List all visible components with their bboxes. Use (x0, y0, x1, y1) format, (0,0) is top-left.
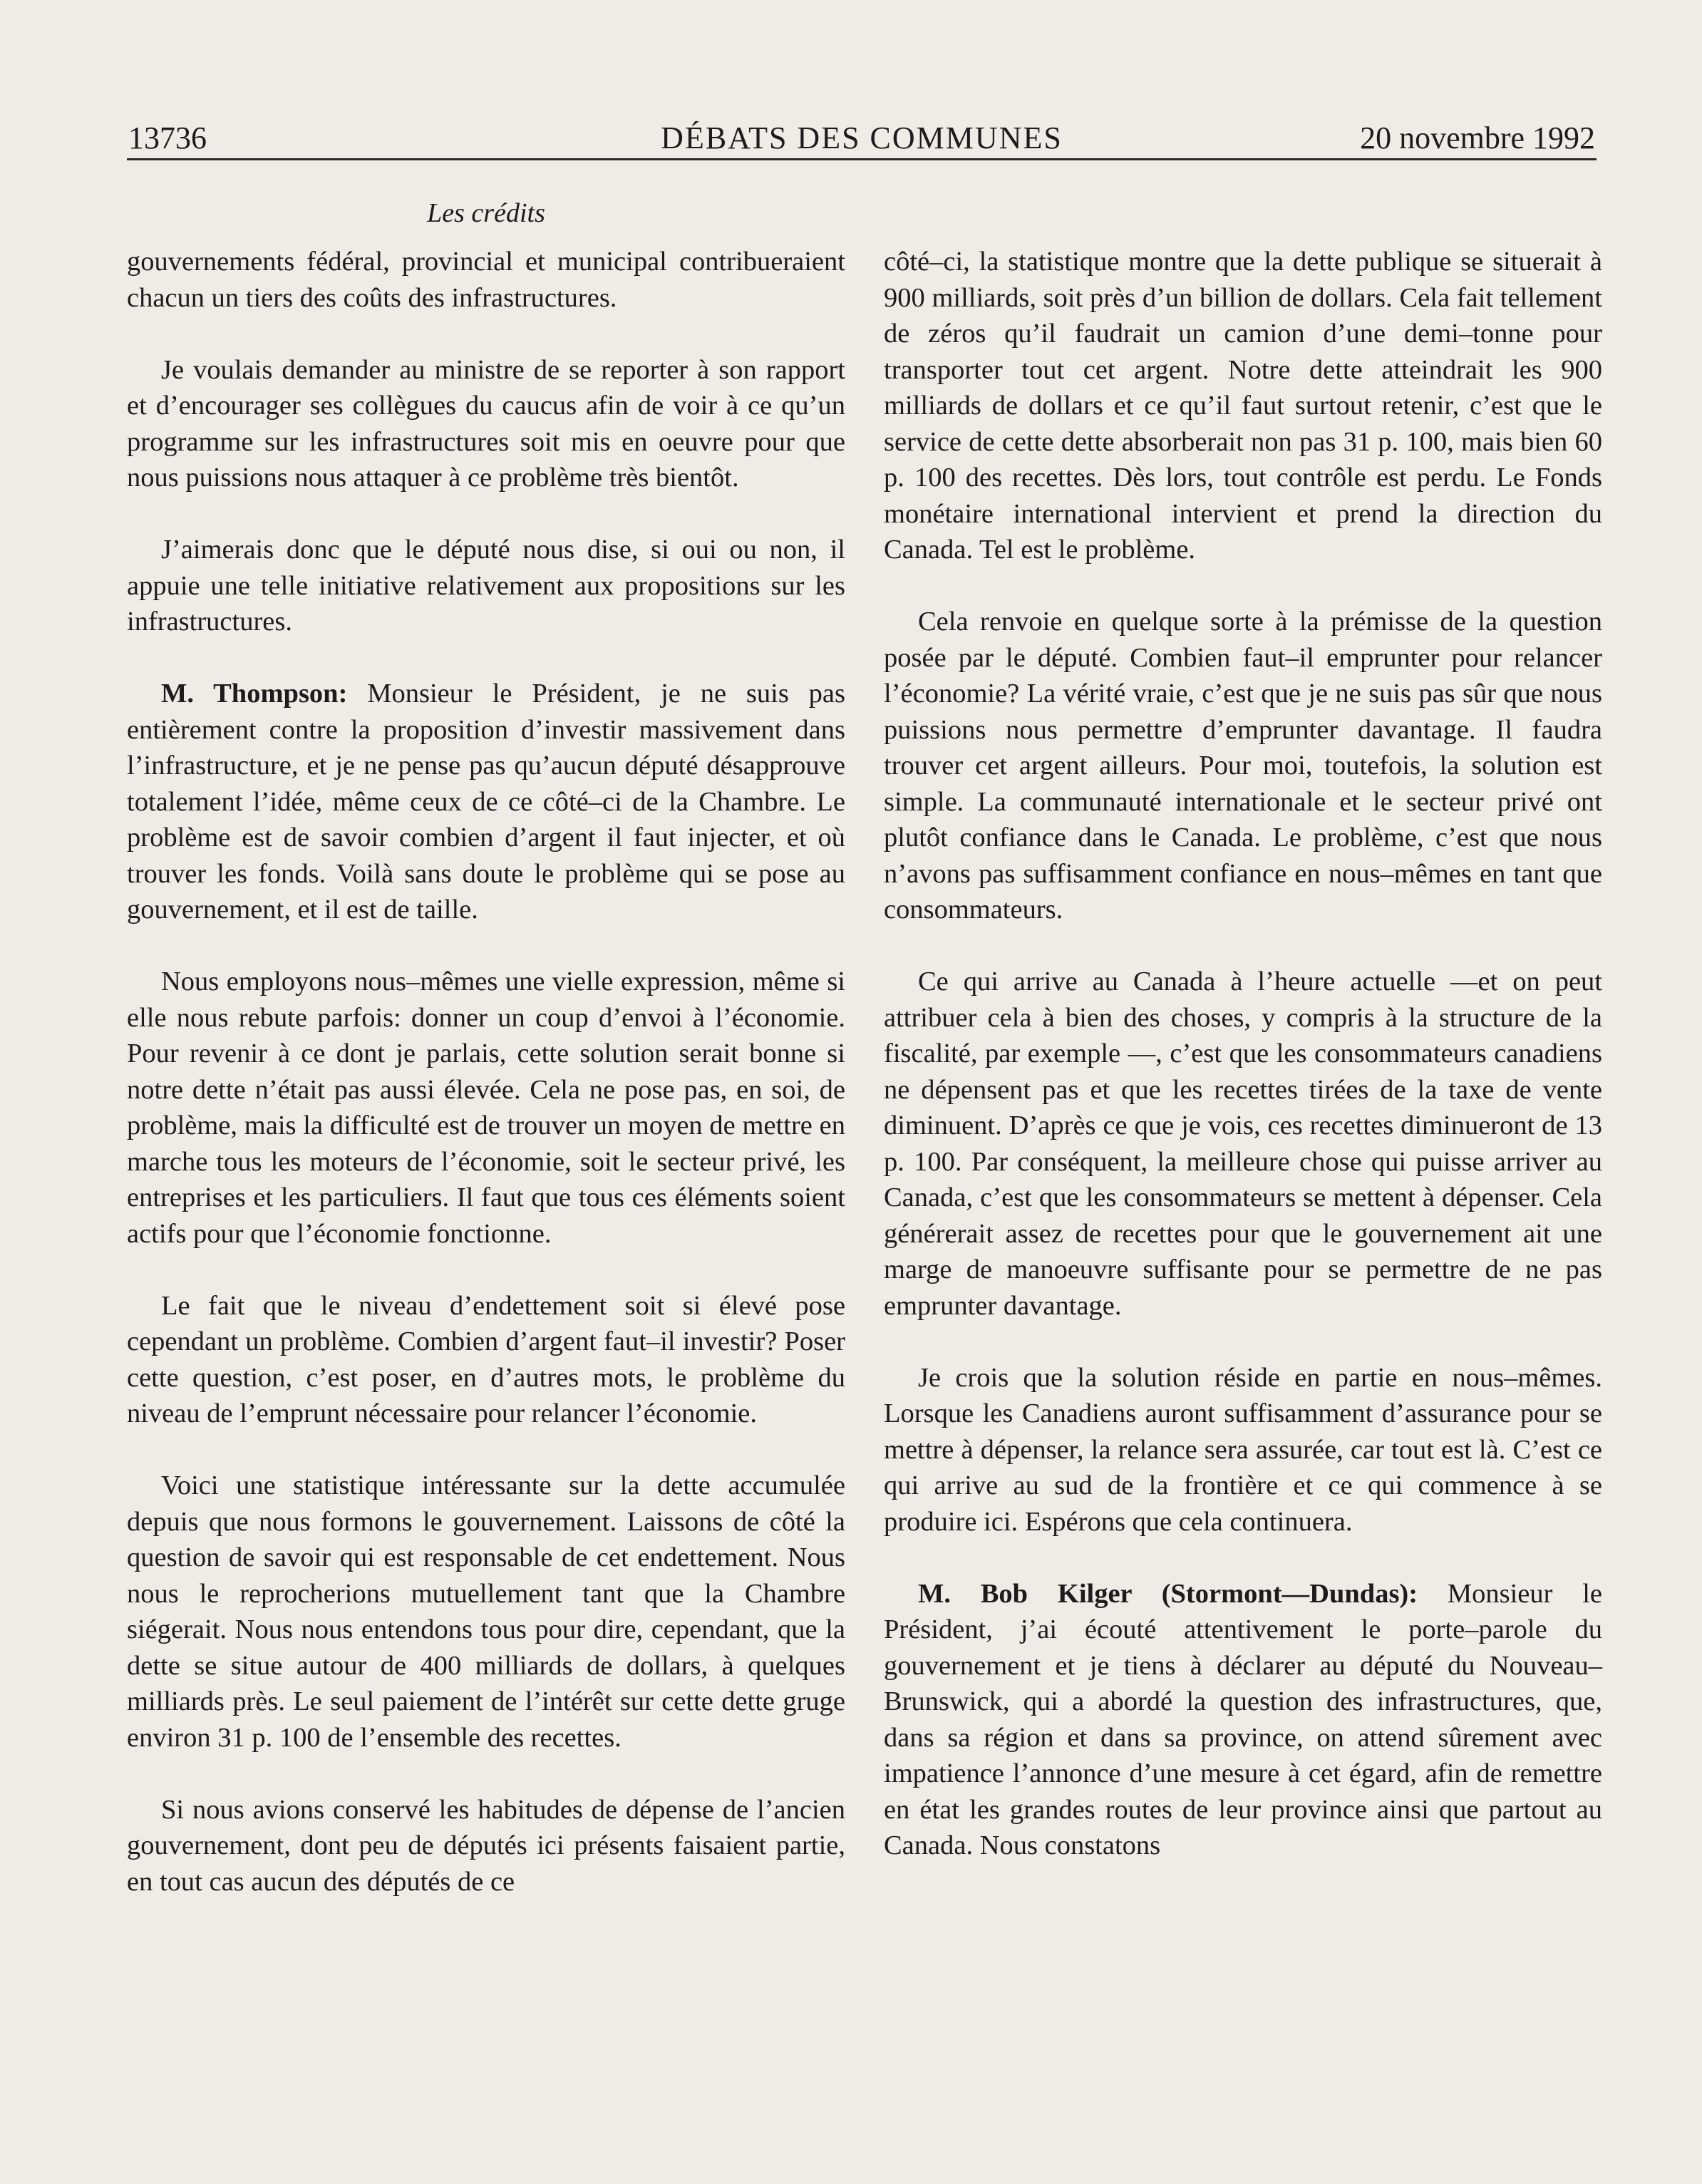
speech-paragraph: M. Thompson: Monsieur le Président, je ne suis pas entièrement contre la proposition d’investir massivement dans l’infrastructure, et je ne pense pas qu’aucun député désapprouve totalement l’idée, même ceux de ce côté–ci de la Chambre. Le problème est de savoir combien d’argent il faut injecter, et où trouver les fonds. Voilà sans doute le problème qui se pose au gouvernement, et il est de taille. (127, 679, 846, 924)
page-header (127, 114, 1597, 160)
paragraph: Je crois que la solution réside en partie en nous–mêmes. Lorsque les Canadiens auront suffisamment d’assurance pour se mettre à dépenser, la relance sera assurée, car tout est là. C’est ce qui arrive au sud de la frontière et ce qui commence à se produire ici. Espérons que cela continuera. (884, 1362, 1602, 1537)
paragraph: Le fait que le niveau d’endettement soit si élevé pose cependant un problème. Combien d’argent faut–il investir? Poser cette question, c’est poser, en d’autres mots, le problème du niveau de l’emprunt nécessaire pour relancer l’économie. (127, 1290, 845, 1428)
publication-date: 20 novembre 1992 (1360, 120, 1595, 155)
paragraph: gouvernements fédéral, provincial et municipal contribueraient chacun un tiers des coûts des infrastructures. (127, 247, 845, 313)
speaker-name: M. Bob Kilger (Stormont—Dundas): (918, 1578, 1418, 1609)
left-column (127, 244, 845, 1900)
paragraph: Nous employons nous–mêmes une vielle expression, même si elle nous rebute parfois: donner un coup d’envoi à l’économie. Pour revenir à ce dont je parlais, cette solution serait bonne si notre dette n’était pas aussi élevée. Cela ne pose pas, en soi, de problème, mais la difficulté est de trouver un moyen de mettre en marche tous les moteurs de l’économie, soit le secteur privé, les entreprises et les particuliers. Il faut que tous ces éléments soient actifs pour que l’économie fonctionne. (127, 967, 845, 1249)
paragraph: côté–ci, la statistique montre que la dette publique se situerait à 900 milliards, soit près d’un billion de dollars. Cela fait tellement de zéros qu’il faudrait un camion d’une demi–tonne pour transporter tout cet argent. Notre dette atteindrait les 900 milliards de dollars et ce qu’il faut surtout retenir, c’est que le service de cette dette absorberait non pas 31 p. 100, mais bien 60 p. 100 des recettes. Dès lors, tout contrôle est perdu. Le Fonds monétaire international intervient et prend la direction du Canada. Tel est le problème. (884, 247, 1602, 565)
right-column (884, 244, 1602, 1864)
paragraph: J’aimerais donc que le député nous dise, si oui ou non, il appuie une telle initiative relativement aux propositions sur les infrastructures. (127, 535, 845, 637)
speaker-name: M. Thompson: (161, 679, 348, 709)
paragraph: Si nous avions conservé les habitudes de dépense de l’ancien gouvernement, dont peu de députés ici présents faisaient partie, en tout cas aucun des députés de ce (127, 1794, 845, 1897)
paragraph: Ce qui arrive au Canada à l’heure actuelle —et on peut attribuer cela à bien des choses, y compris à la structure de la fiscalité, par exemple —, c’est que les consommateurs canadiens ne dépensent pas et que les recettes tirées de la taxe de vente diminuent. D’après ce que je vois, ces recettes diminueront de 13 p. 100. Par conséquent, la meilleure chose qui puisse arriver au Canada, c’est que les consommateurs se mettent à dépenser. Cela générerait assez de recettes pour que le gouvernement ait une marge de manoeuvre suffisante pour se permettre de ne pas emprunter davantage. (884, 967, 1602, 1321)
paragraph: Voici une statistique intéressante sur la dette accumulée depuis que nous formons le gouvernement. Laissons de côté la question de savoir qui est responsable de cet endettement. Nous nous le reprocherions mutuellement tant que la Chambre siégerait. Nous nous entendons tous pour dire, cependant, que la dette se situe autour de 400 milliards de dollars, à quelques milliards près. Le seul paiement de l’intérêt sur cette dette gruge environ 31 p. 100 de l’ensemble des recettes. (127, 1470, 845, 1753)
section-title: Les crédits (427, 198, 545, 228)
speech-paragraph: M. Bob Kilger (Stormont—Dundas): Monsieur le Président, j’ai écouté attentivement le porte–parole du gouvernement et je tiens à déclarer au député du Nouveau–Brunswick, qui a abordé la question des infrastructures, que, dans sa région et dans sa province, on attend sûrement avec impatience l’annonce d’une mesure à cet égard, afin de remettre en état les grandes routes de leur province ainsi que partout au Canada. Nous constatons (884, 1578, 1602, 1860)
journal-title: DÉBATS DES COMMUNES (661, 120, 1063, 155)
paragraph: Je voulais demander au ministre de se reporter à son rapport et d’encourager ses collègues du caucus afin de voir à ce qu’un programme sur les infrastructures soit mis en oeuvre pour que nous puissions nous attaquer à ce problème très bientôt. (127, 354, 845, 493)
page-number: 13736 (128, 120, 207, 155)
paragraph: Cela renvoie en quelque sorte à la prémisse de la question posée par le député. Combien faut–il emprunter pour relancer l’économie? La vérité vraie, c’est que je ne suis pas sûr que nous puissions nous permettre d’emprunter davantage. Il faudra trouver cet argent ailleurs. Pour moi, toutefois, la solution est simple. La communauté internationale et le secteur privé ont plutôt confiance dans le Canada. Le problème, c’est que nous n’avons pas suffisamment confiance en nous–mêmes en tant que consommateurs. (884, 607, 1602, 924)
